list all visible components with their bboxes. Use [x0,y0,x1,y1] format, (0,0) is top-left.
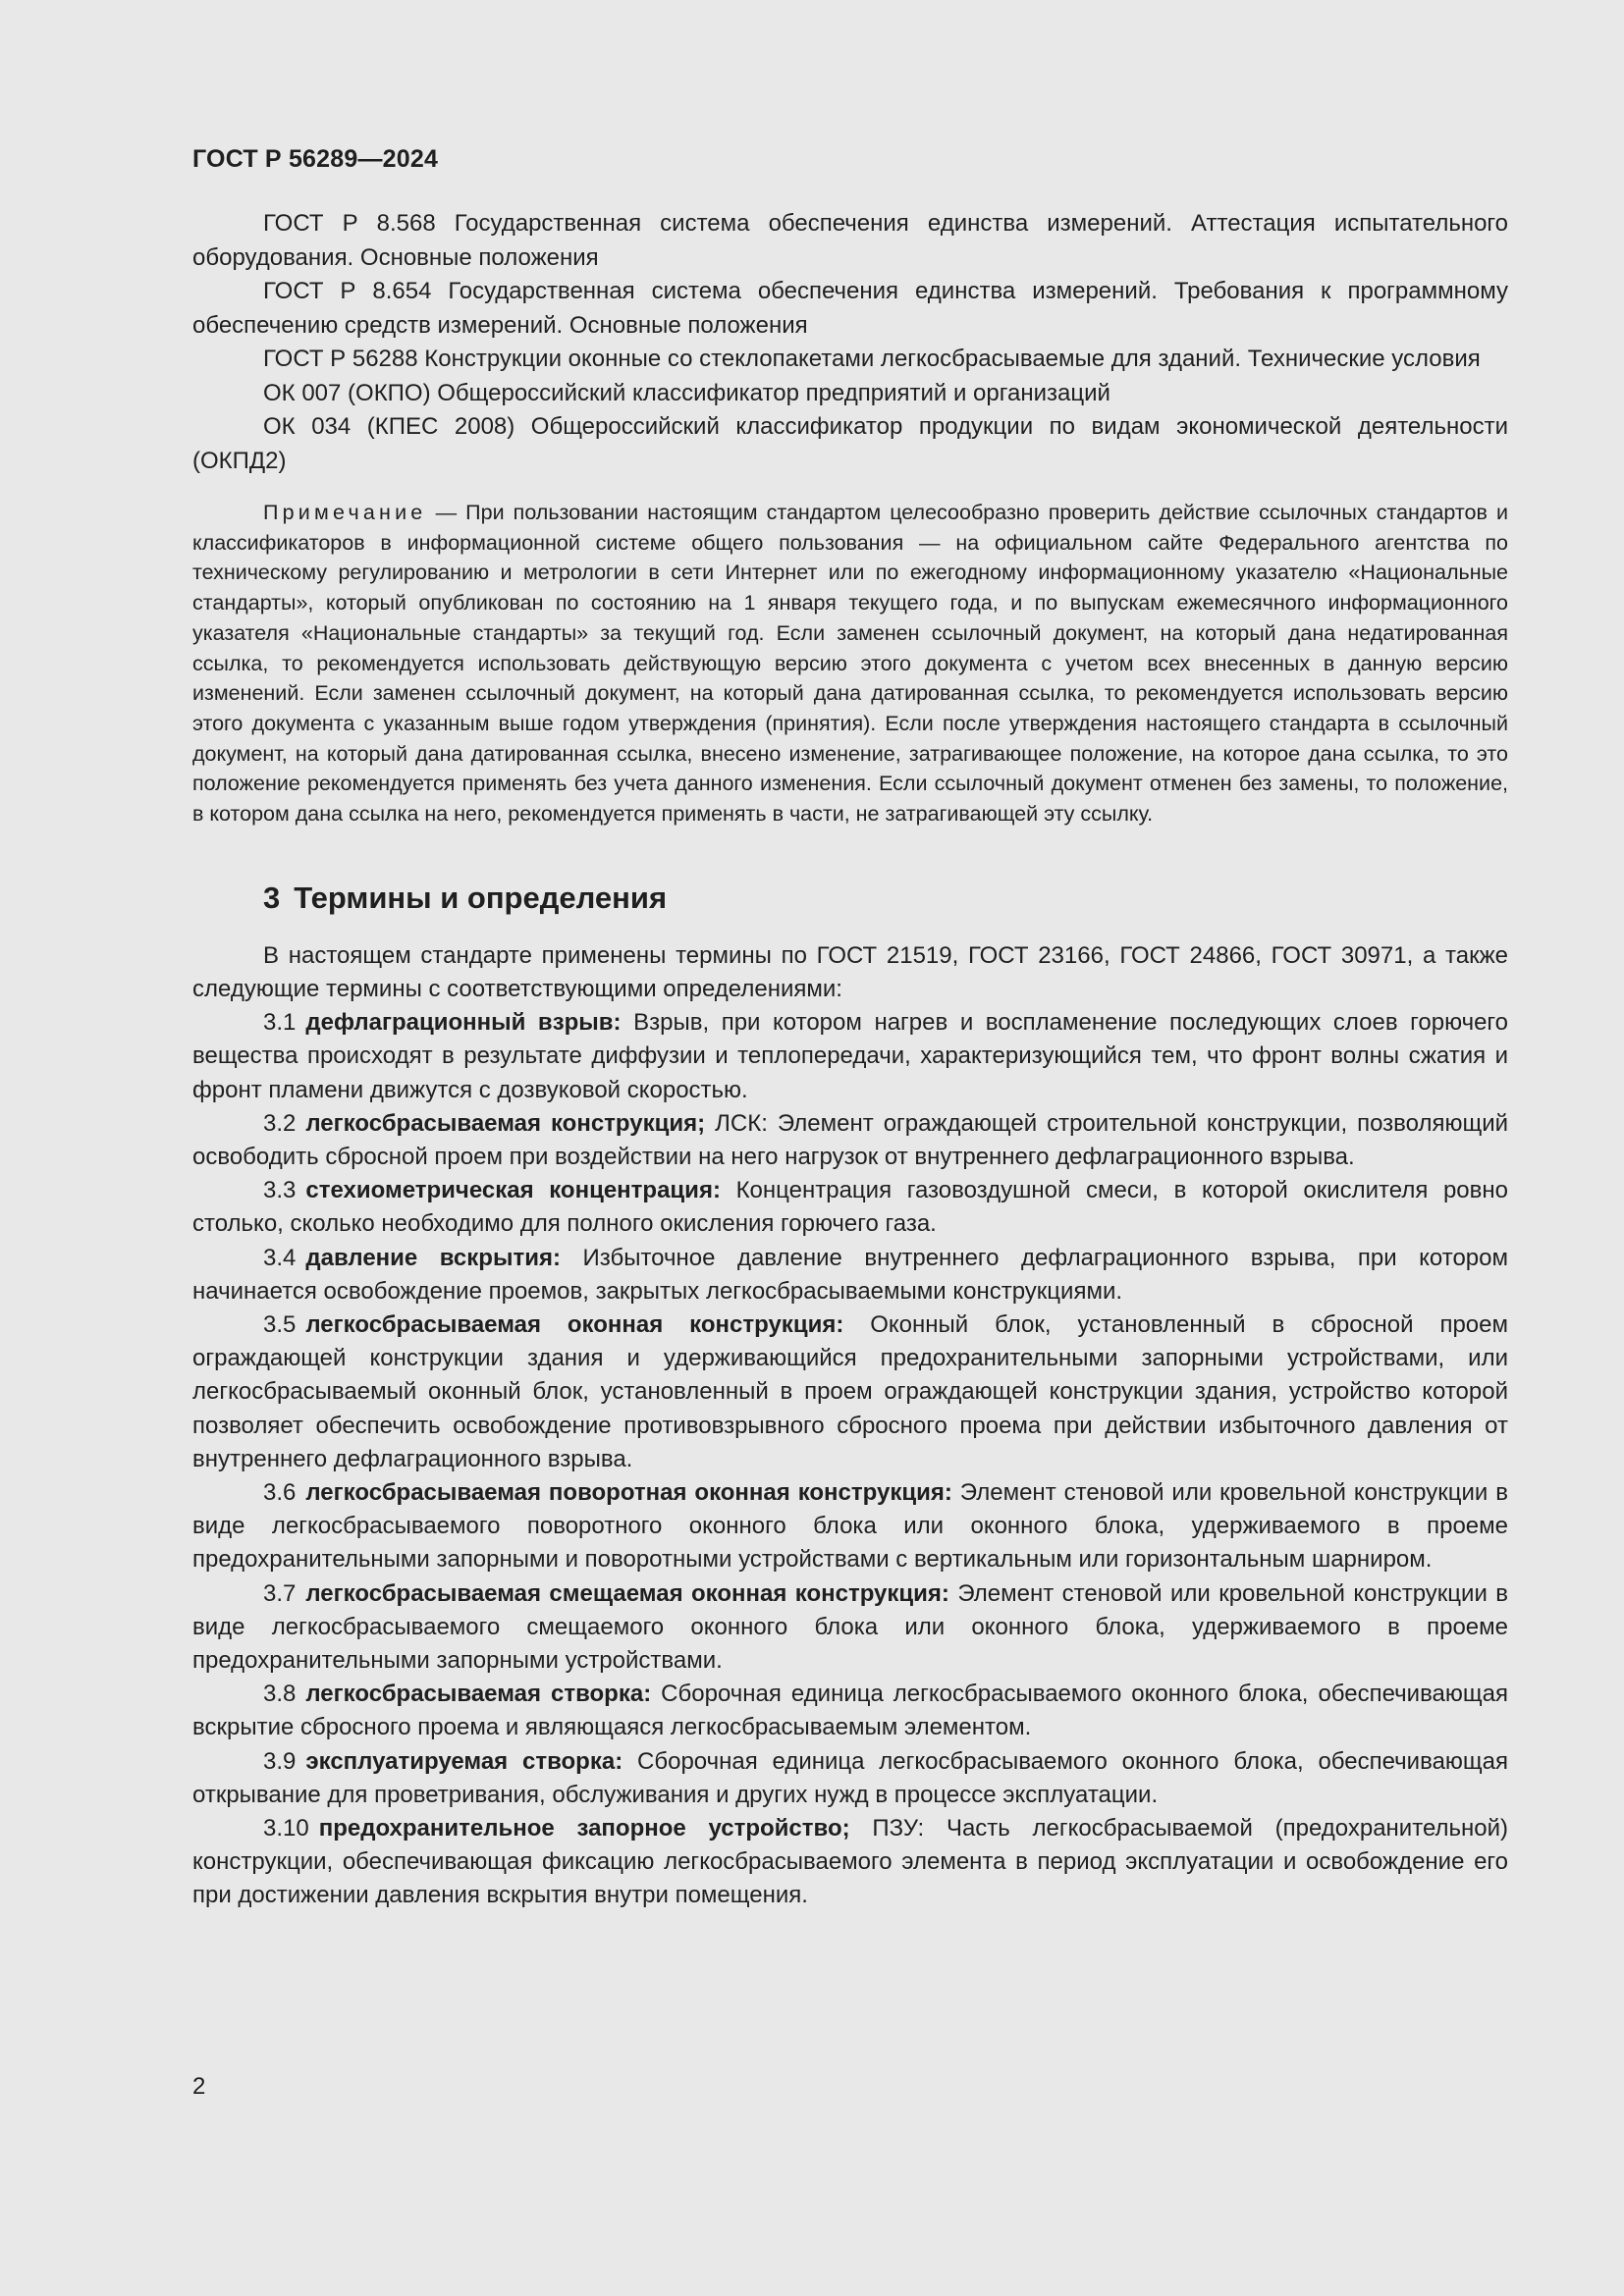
term-number: 3.5 [263,1310,297,1338]
term-entry [192,1308,1508,1476]
term-number: 3.9 [263,1747,297,1775]
term-definition: Взрыв, при котором нагрев и воспламенение последующих слоев горючего вещества происходят в результате диффузии и теплопередачи, характеризующийся тем, что фронт волны сжатия и фронт пламени движутся с дозвуковой скоростью. [192,1009,1509,1103]
term-number: 3.4 [263,1244,297,1271]
term-entry [192,1577,1508,1679]
term-entry [192,1745,1508,1812]
term-definition: Избыточное давление внутреннего дефлаграционного взрыва, при котором начинается освобождение проемов, закрытых легкосбрасываемыми конструкциями. [192,1244,1508,1305]
terms-intro: В настоящем стандарте применены термины по ГОСТ 21519, ГОСТ 23166, ГОСТ 24866, ГОСТ 30971, а также следующие термины с соответствующими определениями: [192,941,1508,1002]
term-number: 3.7 [263,1579,297,1607]
reference-item: ОК 034 (КПЕС 2008) Общероссийский классификатор продукции по видам экономической деятельности (ОКПД2) [192,413,1508,474]
term-name: легкосбрасываемая оконная конструкция: [305,1310,844,1338]
term-name: легкосбрасываемая смещаемая оконная конструкция: [305,1579,949,1607]
section-number: 3 [263,880,281,915]
term-definition: ЛСК: Элемент ограждающей строительной конструкции, позволяющий освободить сбросной проем при воздействии на него нагрузок от внутреннего дефлаграционного взрыва. [192,1109,1509,1170]
page-number: 2 [192,2073,206,2100]
term-definition: Сборочная единица легкосбрасываемого оконного блока, обеспечивающая вскрытие сбросного проема и являющаяся легкосбрасываемым элементом. [192,1681,1508,1741]
term-number: 3.10 [263,1815,309,1842]
term-name: предохранительное запорное устройство; [318,1815,850,1842]
term-definition: Концентрация газовоздушной смеси, в которой окислителя ровно столько, сколько необходимо для полного окисления горючего газа. [192,1177,1508,1238]
term-entry [192,1006,1508,1107]
term-number: 3.1 [263,1009,297,1037]
term-definition: ПЗУ: Часть легкосбрасываемой (предохранительной) конструкции, обеспечивающая фиксацию легкосбрасываемого элемента в период эксплуатации и освобождение его при достижении давления вскрытия внутри помещения. [192,1815,1508,1909]
reference-item: ГОСТ Р 8.654 Государственная система обеспечения единства измерений. Требования к программному обеспечению средств измерений. Основные положения [192,278,1508,339]
note-label: Примечание [263,501,427,524]
term-definition: Элемент стеновой или кровельной конструкции в виде легкосбрасываемого смещаемого оконного блока или оконного блока, удерживаемого в проеме предохранительными запорными устройствами. [192,1579,1509,1674]
section-title: Термины и определения [294,880,668,915]
normative-references-list [192,207,1508,478]
terms-list [192,939,1508,1913]
document-header: ГОСТ Р 56289—2024 [192,145,439,173]
term-definition: Сборочная единица легкосбрасываемого оконного блока, обеспечивающая открывание для проветривания, обслуживания и других нужд в процессе эксплуатации. [192,1747,1509,1808]
section-heading [263,881,1508,916]
term-entry [192,1678,1508,1744]
term-entry [192,1476,1508,1577]
term-name: давление вскрытия: [305,1244,561,1271]
term-entry [192,1812,1508,1913]
term-definition: Элемент стеновой или кровельной конструкции в виде легкосбрасываемого поворотного оконного блока или оконного блока, удерживаемого в проеме предохранительными запорными и поворотными устройствами с вертикальным или горизонтальным шарниром. [192,1478,1508,1574]
term-number: 3.3 [263,1177,297,1204]
term-entry [192,1107,1508,1174]
reference-item: ГОСТ Р 56288 Конструкции оконные со стеклопакетами легкосбрасываемые для зданий. Технические условия [263,346,1481,372]
term-name: эксплуатируемая створка: [305,1747,623,1775]
references-note [192,498,1508,829]
reference-item: ОК 007 (ОКПО) Общероссийский классификатор предприятий и организаций [263,379,1110,406]
term-number: 3.2 [263,1109,297,1137]
note-text: — При пользовании настоящим стандартом целесообразно проверить действие ссылочных стандартов и классификаторов в информационной системе общего пользования — на официальном сайте Федерального агентства по техническому регулированию и метрологии в сети Интернет или по ежегодному информационному указателю «Национальные стандарты», который опубликован по состоянию на 1 января текущего года, и по выпускам ежемесячного информационного указателя «Национальные стандарты» за текущий год. Если заменен ссылочный документ, на который дана недатированная ссылка, то рекомендуется использовать действующую версию этого документа с учетом всех внесенных в данную версию изменений. Если заменен ссылочный документ, на который дана датированная ссылка, то рекомендуется использовать версию этого документа с указанным выше годом утверждения (принятия). Если после утверждения настоящего стандарта в ссылочный документ, на который дана датированная ссылка, внесено изменение, затрагивающее положение, на которое дана ссылка, то это положение рекомендуется применять без учета данного изменения. Если ссылочный документ отменен без замены, то положение, в котором дана ссылка на него, рекомендуется применять в части, не затрагивающей эту ссылку. [192,501,1508,827]
term-entry [192,1174,1508,1241]
term-name: дефлаграционный взрыв: [305,1009,622,1037]
term-number: 3.8 [263,1681,297,1708]
term-entry [192,1242,1508,1308]
term-name: легкосбрасываемая конструкция; [305,1109,706,1137]
term-definition: Оконный блок, установленный в сбросной проем ограждающей конструкции здания и удерживающийся предохранительными запорными устройствами, или легкосбрасываемый оконный блок, установленный в проем ограждающей конструкции здания, устройство которой позволяет обеспечить освобождение противовзрывного сбросного проема при действии избыточного давления от внутреннего дефлаграционного взрыва. [192,1310,1508,1472]
term-name: легкосбрасываемая створка: [305,1681,652,1708]
reference-item: ГОСТ Р 8.568 Государственная система обеспечения единства измерений. Аттестация испытательного оборудования. Основные положения [192,210,1508,271]
term-number: 3.6 [263,1478,297,1506]
term-name: легкосбрасываемая поворотная оконная конструкция: [305,1478,952,1506]
term-name: стехиометрическая концентрация: [305,1177,721,1204]
